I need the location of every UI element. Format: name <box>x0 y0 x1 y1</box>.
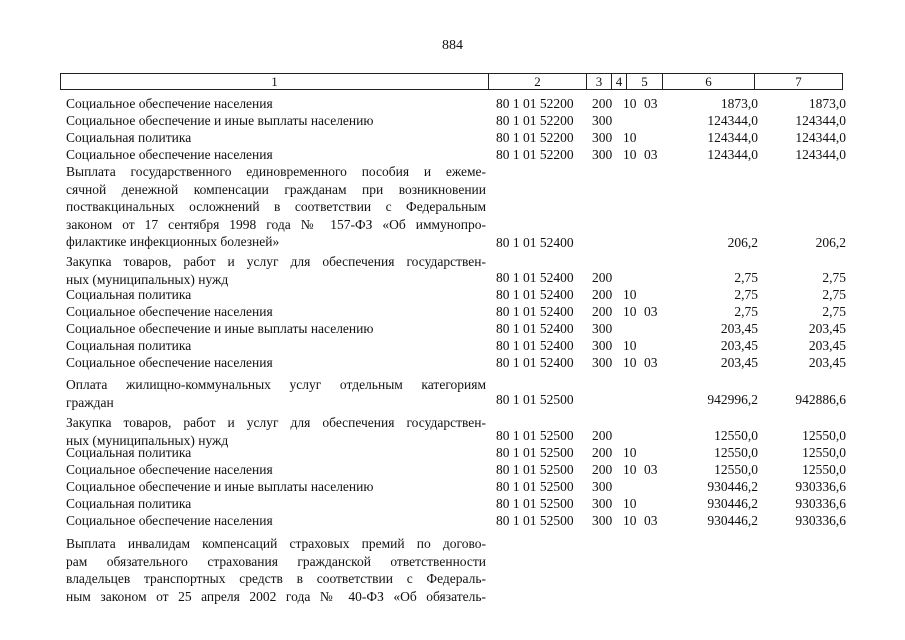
row-subsection: 03 <box>644 96 658 111</box>
header-col-5: 5 <box>626 74 662 90</box>
row-section: 10 <box>623 513 637 528</box>
row-name: Социальное обеспечение населения <box>66 462 273 477</box>
row-name: Социальное обеспечение населения <box>66 96 273 111</box>
header-col-1: 1 <box>271 74 278 89</box>
row-name-line: Выплата государственного единовременного пособия и ежеме- <box>66 164 486 179</box>
row-amount-col7: 930336,6 <box>795 496 846 511</box>
row-amount-col6: 2,75 <box>734 287 758 302</box>
row-subsection: 03 <box>644 462 658 477</box>
row-expense-type: 300 <box>592 130 613 145</box>
table-row <box>60 287 850 305</box>
row-section: 10 <box>623 355 637 370</box>
row-name-line: поствакцинальных осложнений в соответствии с Федеральным <box>66 199 486 214</box>
table-header <box>60 73 843 90</box>
row-amount-col7: 203,45 <box>808 338 846 353</box>
header-col-7: 7 <box>754 74 842 90</box>
row-section: 10 <box>623 287 637 302</box>
row-target-code: 80 1 01 52500 <box>496 392 574 407</box>
table-row <box>60 270 850 288</box>
row-target-code: 80 1 01 52400 <box>496 287 574 302</box>
row-target-code: 80 1 01 52400 <box>496 304 574 319</box>
row-target-code: 80 1 01 52200 <box>496 147 574 162</box>
table-row <box>60 235 850 253</box>
row-name: Социальное обеспечение населения <box>66 304 273 319</box>
row-amount-col7: 124344,0 <box>795 130 846 145</box>
row-amount-col6: 203,45 <box>720 321 758 336</box>
trailing-line: ным законом от 25 апреля 2002 года № 40-ФЗ «Об обязатель- <box>66 588 486 604</box>
row-expense-type: 200 <box>592 462 613 477</box>
row-section: 10 <box>623 96 637 111</box>
row-target-code: 80 1 01 52500 <box>496 513 574 528</box>
row-expense-type: 300 <box>592 513 613 528</box>
trailing-line: Выплата инвалидам компенсаций страховых премий по догово- <box>66 536 486 551</box>
table-row <box>60 96 850 114</box>
row-amount-col7: 942886,6 <box>795 392 846 407</box>
row-amount-col6: 1873,0 <box>720 96 758 111</box>
row-amount-col7: 12550,0 <box>802 462 846 477</box>
row-name-line: ных (муниципальных) нужд <box>66 271 229 287</box>
row-amount-col7: 124344,0 <box>795 113 846 128</box>
row-target-code: 80 1 01 52400 <box>496 270 574 285</box>
table-row <box>60 479 850 497</box>
row-amount-col6: 930446,2 <box>707 496 758 511</box>
row-section: 10 <box>623 304 637 319</box>
row-amount-col7: 203,45 <box>808 321 846 336</box>
row-target-code: 80 1 01 52400 <box>496 321 574 336</box>
row-target-code: 80 1 01 52400 <box>496 355 574 370</box>
row-expense-type: 200 <box>592 304 613 319</box>
row-amount-col7: 1873,0 <box>808 96 846 111</box>
row-target-code: 80 1 01 52500 <box>496 496 574 511</box>
row-amount-col6: 124344,0 <box>707 147 758 162</box>
row-name-line: граждан <box>66 394 114 410</box>
row-subsection: 03 <box>644 513 658 528</box>
row-expense-type: 200 <box>592 445 613 460</box>
row-amount-col7: 12550,0 <box>802 445 846 460</box>
row-name: Социальная политика <box>66 496 192 511</box>
table-row <box>60 321 850 339</box>
row-name: Социальная политика <box>66 445 192 460</box>
row-expense-type: 300 <box>592 338 613 353</box>
row-subsection: 03 <box>644 147 658 162</box>
row-subsection: 03 <box>644 355 658 370</box>
table-row <box>60 338 850 356</box>
row-subsection: 03 <box>644 304 658 319</box>
row-amount-col7: 2,75 <box>822 287 846 302</box>
row-name-line: Оплата жилищно-коммунальных услуг отдельным категориям <box>66 377 486 392</box>
row-target-code: 80 1 01 52200 <box>496 113 574 128</box>
table-row <box>60 304 850 322</box>
row-target-code: 80 1 01 52400 <box>496 235 574 250</box>
row-name: Социальная политика <box>66 287 192 302</box>
row-amount-col7: 930336,6 <box>795 479 846 494</box>
row-section: 10 <box>623 445 637 460</box>
row-amount-col7: 124344,0 <box>795 147 846 162</box>
row-name: Социальное обеспечение населения <box>66 513 273 528</box>
row-expense-type: 300 <box>592 496 613 511</box>
row-amount-col6: 2,75 <box>734 304 758 319</box>
table-row <box>60 513 850 531</box>
table-row <box>60 445 850 463</box>
row-name: Социальная политика <box>66 130 192 145</box>
row-section: 10 <box>623 462 637 477</box>
row-amount-col6: 203,45 <box>720 355 758 370</box>
row-amount-col6: 124344,0 <box>707 113 758 128</box>
row-target-code: 80 1 01 52200 <box>496 130 574 145</box>
row-amount-col6: 12550,0 <box>714 462 758 477</box>
row-amount-col7: 2,75 <box>822 304 846 319</box>
table-row <box>60 355 850 373</box>
row-name: Социальное обеспечение населения <box>66 147 273 162</box>
row-target-code: 80 1 01 52500 <box>496 479 574 494</box>
row-amount-col6: 930446,2 <box>707 513 758 528</box>
row-amount-col6: 203,45 <box>720 338 758 353</box>
table-row <box>60 462 850 480</box>
row-amount-col6: 12550,0 <box>714 428 758 443</box>
header-col-2: 2 <box>488 74 586 90</box>
row-section: 10 <box>623 147 637 162</box>
row-target-code: 80 1 01 52200 <box>496 96 574 111</box>
row-expense-type: 200 <box>592 96 613 111</box>
table-row <box>60 428 850 446</box>
row-expense-type: 200 <box>592 270 613 285</box>
row-name: Социальное обеспечение и иные выплаты населению <box>66 479 374 494</box>
row-amount-col7: 2,75 <box>822 270 846 285</box>
row-expense-type: 300 <box>592 113 613 128</box>
row-amount-col6: 124344,0 <box>707 130 758 145</box>
row-expense-type: 300 <box>592 321 613 336</box>
row-expense-type: 200 <box>592 428 613 443</box>
row-name-line: Закупка товаров, работ и услуг для обеспечения государствен- <box>66 415 486 430</box>
row-amount-col7: 12550,0 <box>802 428 846 443</box>
header-col-6: 6 <box>662 74 754 90</box>
row-target-code: 80 1 01 52500 <box>496 445 574 460</box>
row-amount-col7: 206,2 <box>815 235 846 250</box>
row-amount-col7: 930336,6 <box>795 513 846 528</box>
row-section: 10 <box>623 130 637 145</box>
row-name-line: Закупка товаров, работ и услуг для обеспечения государствен- <box>66 254 486 269</box>
row-amount-col6: 942996,2 <box>707 392 758 407</box>
table-row <box>60 496 850 514</box>
table-row <box>60 392 850 410</box>
row-amount-col6: 12550,0 <box>714 445 758 460</box>
row-amount-col6: 206,2 <box>727 235 758 250</box>
row-amount-col6: 2,75 <box>734 270 758 285</box>
row-expense-type: 200 <box>592 287 613 302</box>
trailing-line: рам обязательного страхования гражданской ответственности <box>66 553 486 569</box>
header-col-4: 4 <box>611 74 626 90</box>
row-expense-type: 300 <box>592 479 613 494</box>
row-amount-col7: 203,45 <box>808 355 846 370</box>
trailing-paragraph <box>66 535 486 605</box>
trailing-line: владельцев транспортных средств в соответствии с Федераль- <box>66 571 486 586</box>
row-target-code: 80 1 01 52500 <box>496 462 574 477</box>
table-row <box>60 130 850 148</box>
row-section: 10 <box>623 338 637 353</box>
row-name-line: сячной денежной компенсации гражданам при возникновении <box>66 181 486 197</box>
row-expense-type: 300 <box>592 147 613 162</box>
header-col-3: 3 <box>586 74 611 90</box>
row-name-line: филактике инфекционных болезней» <box>66 234 280 249</box>
row-amount-col6: 930446,2 <box>707 479 758 494</box>
row-name: Социальная политика <box>66 338 192 353</box>
row-expense-type: 300 <box>592 355 613 370</box>
table-row <box>60 113 850 131</box>
row-section: 10 <box>623 496 637 511</box>
row-name: Социальное обеспечение населения <box>66 355 273 370</box>
row-name: Социальное обеспечение и иные выплаты населению <box>66 321 374 336</box>
row-target-code: 80 1 01 52400 <box>496 338 574 353</box>
row-name-line: законом от 17 сентября 1998 года № 157-ФЗ «Об иммунопро- <box>66 216 486 232</box>
row-name: Социальное обеспечение и иные выплаты населению <box>66 113 374 128</box>
page-number: 884 <box>442 38 463 53</box>
row-name-line: ных (муниципальных) нужд <box>66 432 229 448</box>
row-target-code: 80 1 01 52500 <box>496 428 574 443</box>
